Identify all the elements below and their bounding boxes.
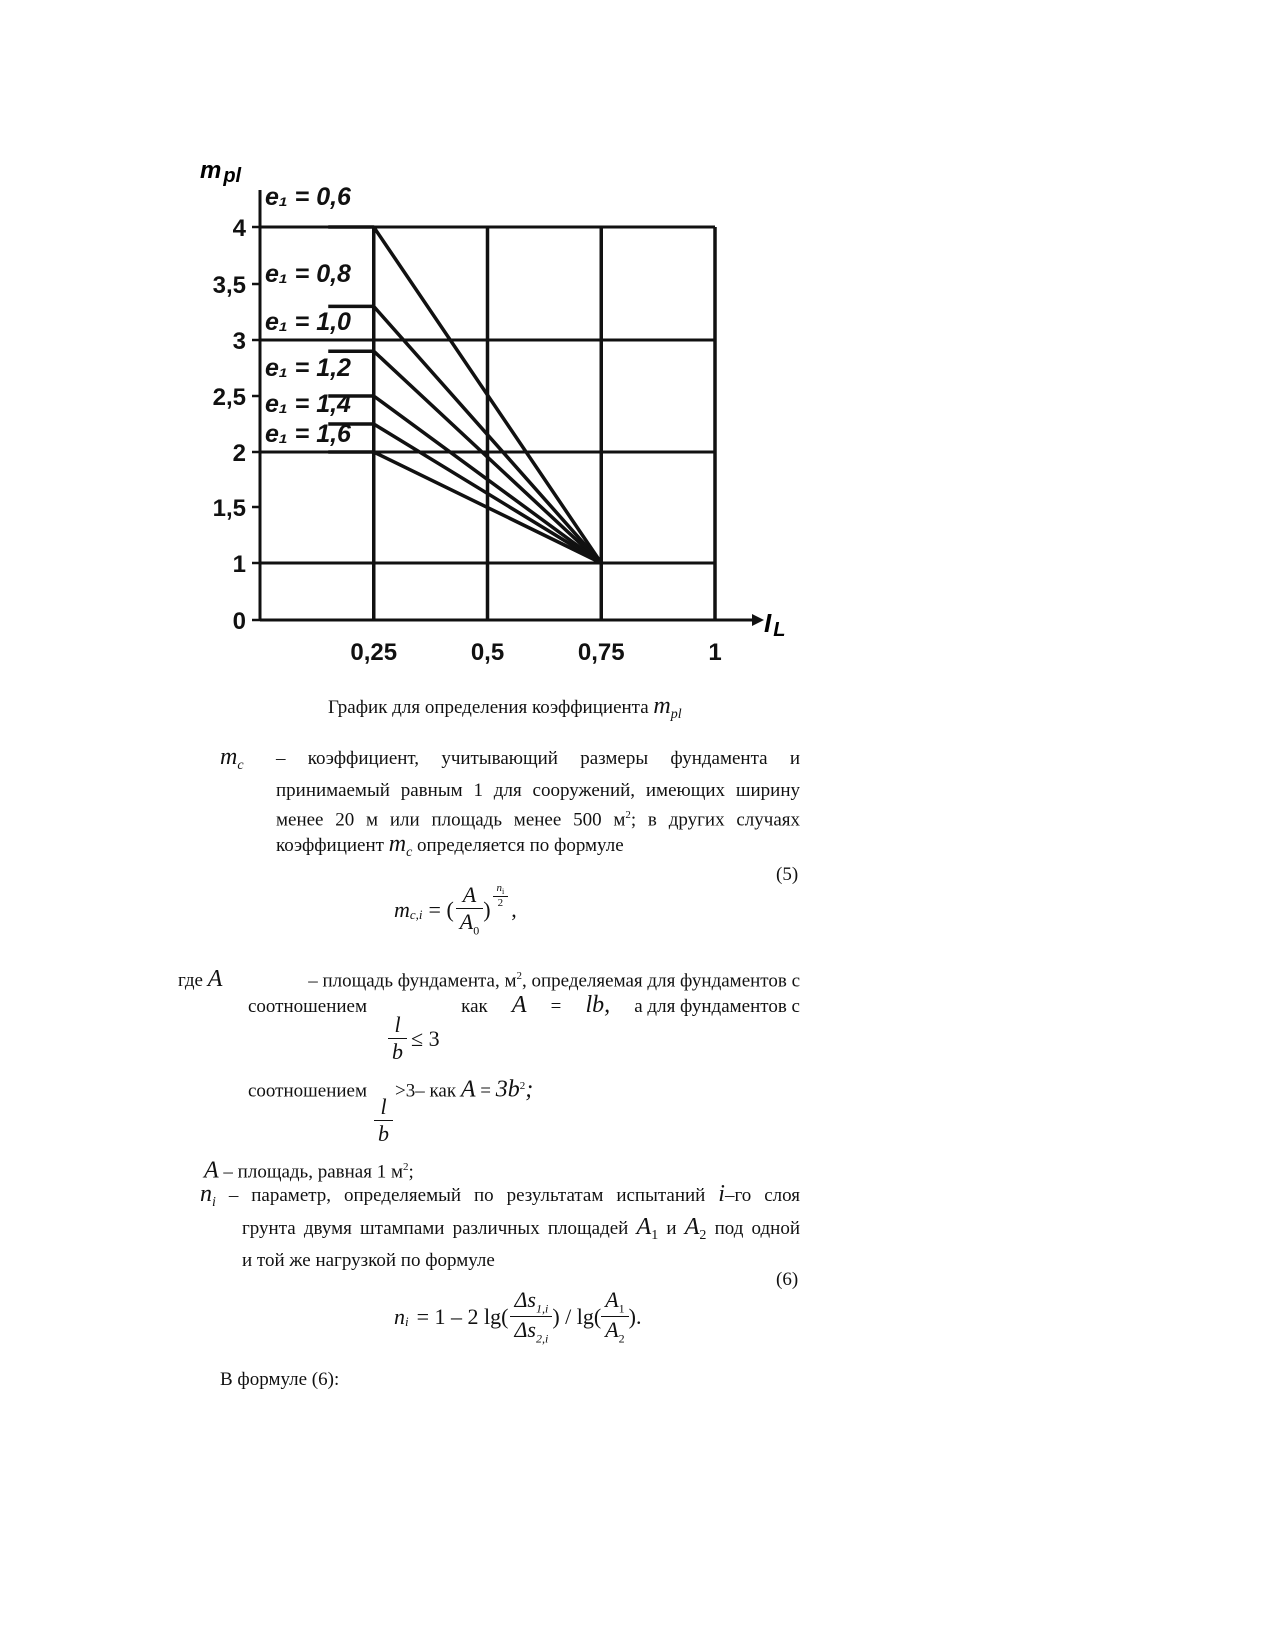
mc-definition: $m_c$ – коэффициент, учитывающий размеры фундамента и принимаемый равным 1 для сооружений, имеющих ширину менее 20 м или площадь менее 500 $м^2$; в других случаях коэффициент $m_c$ определяется по формуле (220, 744, 800, 860)
y-axis-title: m pl (200, 157, 242, 187)
y-tick-label: 2,5 (212, 384, 246, 411)
series-label: e₁ = 1,6 (265, 420, 351, 448)
series-label: e₁ = 1,0 (265, 308, 351, 336)
eq6-number: (6) (776, 1269, 799, 1290)
mpl-chart (0, 0, 1275, 700)
series-label: e₁ = 1,4 (265, 390, 351, 418)
x-axis-title: I L (764, 608, 786, 641)
eq5-number: (5) (776, 864, 799, 885)
a0-definition: A – площадь, равная 1 $м^2$; (204, 1157, 414, 1184)
y-tick-label: 1 (232, 551, 246, 578)
series-label: e₁ = 0,8 (265, 260, 351, 288)
y-tick-label: 0 (232, 608, 246, 635)
x-tick-label: 0,5 (470, 639, 505, 666)
ratio-lb-gt3: $\frac{l}{b}$ (374, 1094, 393, 1147)
y-axis-title-sub: pl (223, 165, 242, 187)
x-tick-label: 1 (708, 639, 722, 666)
where-a-line3: соотношением >3– как $A = 3b^2$; (248, 1076, 534, 1103)
series-label: e₁ = 0,6 (265, 183, 351, 211)
series-line (328, 452, 601, 563)
series-label: e₁ = 1,2 (265, 354, 351, 382)
y-tick-label: 2 (232, 440, 246, 467)
y-tick-label: 3 (232, 328, 246, 355)
chart-series (328, 227, 601, 563)
x-tick-label: 0,25 (350, 639, 398, 666)
footer-text: В формуле (6): (220, 1369, 340, 1390)
caption-var: m (653, 693, 671, 719)
y-tick-label: 3,5 (212, 272, 246, 299)
y-tick-label: 4 (232, 215, 246, 242)
x-tick-label: 0,75 (577, 639, 625, 666)
where-a-definition: где A – площадь фундамента, $м^2$, определяемая для фундаментов с соотношением как A = lb, а для фундаментов с (178, 966, 800, 1019)
ni-definition: $n_i$ – параметр, определяемый по результатам испытаний i–го слоя грунта двумя штампами различных площадей $A_1$ и $A_2$ под одной и той же нагрузкой по формуле (200, 1181, 801, 1271)
y-tick-label: 1,5 (212, 495, 246, 522)
chart-caption: График для определения коэффициента $m_{pl}$ (328, 693, 682, 722)
equation-6: n $_i$ = 1 – 2 lg( $\frac{\Delta s_{1,i}}{\Delta s_{2,i}}$ ) / lg( $\frac{A_1}{A_2}$ ). (394, 1287, 642, 1346)
ratio-lb-le3: $\frac{l}{b}$ ≤ 3 (388, 1012, 440, 1065)
chart-labels (265, 183, 352, 448)
equation-5: m $_{c,i}$ = ( $\frac{A}{A_0}$ ) $\frac{n_i}{2}$ , (394, 882, 517, 938)
x-axis-arrow (752, 614, 764, 626)
